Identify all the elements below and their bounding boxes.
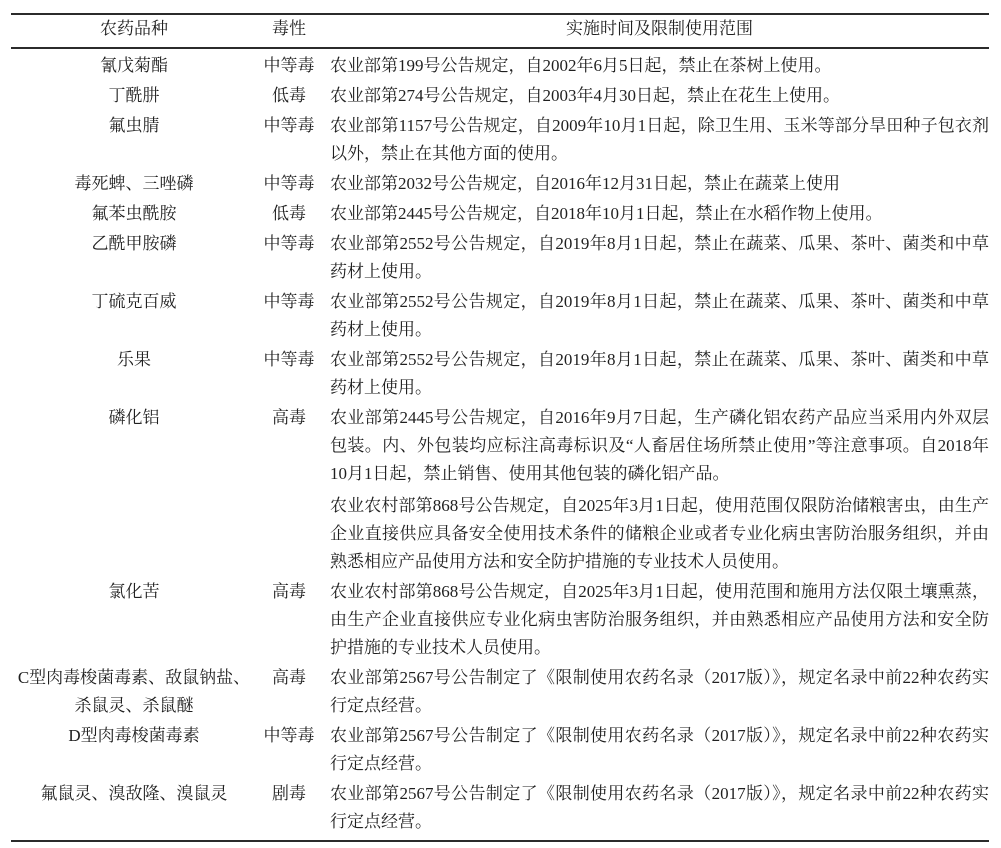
table-row xyxy=(11,345,989,403)
pesticide-name-cell: C型肉毒梭菌毒素、敌鼠钠盐、杀鼠灵、杀鼠醚 xyxy=(17,668,251,715)
pesticide-name-cell: 乐果 xyxy=(117,350,151,369)
restriction-cell: 农业部第2445号公告规定，自2016年9月7日起，生产磷化铝农药产品应当采用内外双层包装。内、外包装均应标注高毒标识及“人畜居住场所禁止使用”等注意事项。自2018年10月1日起，禁止销售、使用其他包装的磷化铝产品。 农业农村部第868号公告规定，自2025年3月1日起，使用范围仅限防治储粮害虫，由生产企业直接供应具备安全使用技术条件的储粮企业或者专业化病虫害防治服务组织，并由熟悉相应产品使用方法和安全防护措施的专业技术人员使用。 xyxy=(330,408,989,571)
table-row xyxy=(11,169,989,199)
restriction-cell: 农业部第274号公告规定，自2003年4月30日起，禁止在花生上使用。 xyxy=(330,86,840,105)
toxicity-cell: 中等毒 xyxy=(263,726,315,745)
restriction-cell: 农业部第2552号公告规定，自2019年8月1日起，禁止在蔬菜、瓜果、茶叶、菌类和中草药材上使用。 xyxy=(330,350,989,397)
pesticide-name-cell: 丁酰肼 xyxy=(108,86,160,105)
toxicity-cell: 中等毒 xyxy=(263,56,315,75)
restriction-cell: 农业部第2552号公告规定，自2019年8月1日起，禁止在蔬菜、瓜果、茶叶、菌类和中草药材上使用。 xyxy=(330,292,989,339)
restriction-cell: 农业部第2567号公告制定了《限制使用农药名录（2017版）》，规定名录中前22种农药实行定点经营。 xyxy=(330,726,989,773)
toxicity-cell: 中等毒 xyxy=(263,174,315,193)
toxicity-cell: 中等毒 xyxy=(263,350,315,369)
table-row xyxy=(11,111,989,169)
table-row xyxy=(11,229,989,287)
restriction-cell: 农业部第1157号公告规定，自2009年10月1日起，除卫生用、玉米等部分旱田种子包衣剂以外，禁止在其他方面的使用。 xyxy=(330,116,989,163)
pesticide-name-cell: 氟鼠灵、溴敌隆、溴鼠灵 xyxy=(40,784,228,803)
pesticide-name-cell: 磷化铝 xyxy=(108,408,160,427)
pesticide-name-cell: 乙酰甲胺磷 xyxy=(91,234,177,253)
table-row xyxy=(11,779,989,837)
restricted-pesticides-table xyxy=(11,13,989,842)
pesticide-name-cell: 丁硫克百威 xyxy=(91,292,177,311)
restriction-cell: 农业农村部第868号公告规定，自2025年3月1日起，使用范围和施用方法仅限土壤熏蒸，由生产企业直接供应专业化病虫害防治服务组织，并由熟悉相应产品使用方法和安全防护措施的专业技术人员使用。 xyxy=(330,582,989,657)
toxicity-cell: 高毒 xyxy=(272,582,306,601)
header-toxicity: 毒性 xyxy=(272,19,306,38)
table-row xyxy=(11,81,989,111)
table-row xyxy=(11,403,989,577)
toxicity-cell: 高毒 xyxy=(272,408,306,427)
toxicity-cell: 低毒 xyxy=(272,204,306,223)
toxicity-cell: 中等毒 xyxy=(263,292,315,311)
restriction-cell: 农业部第2552号公告规定，自2019年8月1日起，禁止在蔬菜、瓜果、茶叶、菌类和中草药材上使用。 xyxy=(330,234,989,281)
table-row xyxy=(11,51,989,81)
pesticide-name-cell: 氟虫腈 xyxy=(108,116,160,135)
table-row xyxy=(11,287,989,345)
pesticide-name-cell: 氯化苦 xyxy=(108,582,160,601)
restriction-cell: 农业部第2567号公告制定了《限制使用农药名录（2017版）》，规定名录中前22种农药实行定点经营。 xyxy=(330,668,989,715)
pesticide-name-cell: D型肉毒梭菌毒素 xyxy=(68,726,200,745)
toxicity-cell: 低毒 xyxy=(272,86,306,105)
toxicity-cell: 中等毒 xyxy=(263,116,315,135)
table-row xyxy=(11,199,989,229)
pesticide-name-cell: 氟苯虫酰胺 xyxy=(91,204,177,223)
restriction-cell: 农业部第2032号公告规定，自2016年12月31日起，禁止在蔬菜上使用 xyxy=(330,174,840,193)
toxicity-cell: 剧毒 xyxy=(272,784,306,803)
header-pesticide-name: 农药品种 xyxy=(100,19,168,38)
table-row xyxy=(11,577,989,663)
pesticide-name-cell: 氰戊菊酯 xyxy=(100,56,168,75)
table-row xyxy=(11,663,989,721)
restriction-cell: 农业部第199号公告规定，自2002年6月5日起，禁止在茶树上使用。 xyxy=(330,56,832,75)
header-restriction-scope: 实施时间及限制使用范围 xyxy=(566,19,753,38)
toxicity-cell: 高毒 xyxy=(272,668,306,687)
toxicity-cell: 中等毒 xyxy=(263,234,315,253)
table-body xyxy=(11,49,989,842)
restriction-cell: 农业部第2567号公告制定了《限制使用农药名录（2017版）》，规定名录中前22种农药实行定点经营。 xyxy=(330,784,989,831)
restriction-cell: 农业部第2445号公告规定，自2018年10月1日起，禁止在水稻作物上使用。 xyxy=(330,204,883,223)
table-header-row xyxy=(11,13,989,49)
table-row xyxy=(11,721,989,779)
pesticide-name-cell: 毒死蜱、三唑磷 xyxy=(74,174,194,193)
